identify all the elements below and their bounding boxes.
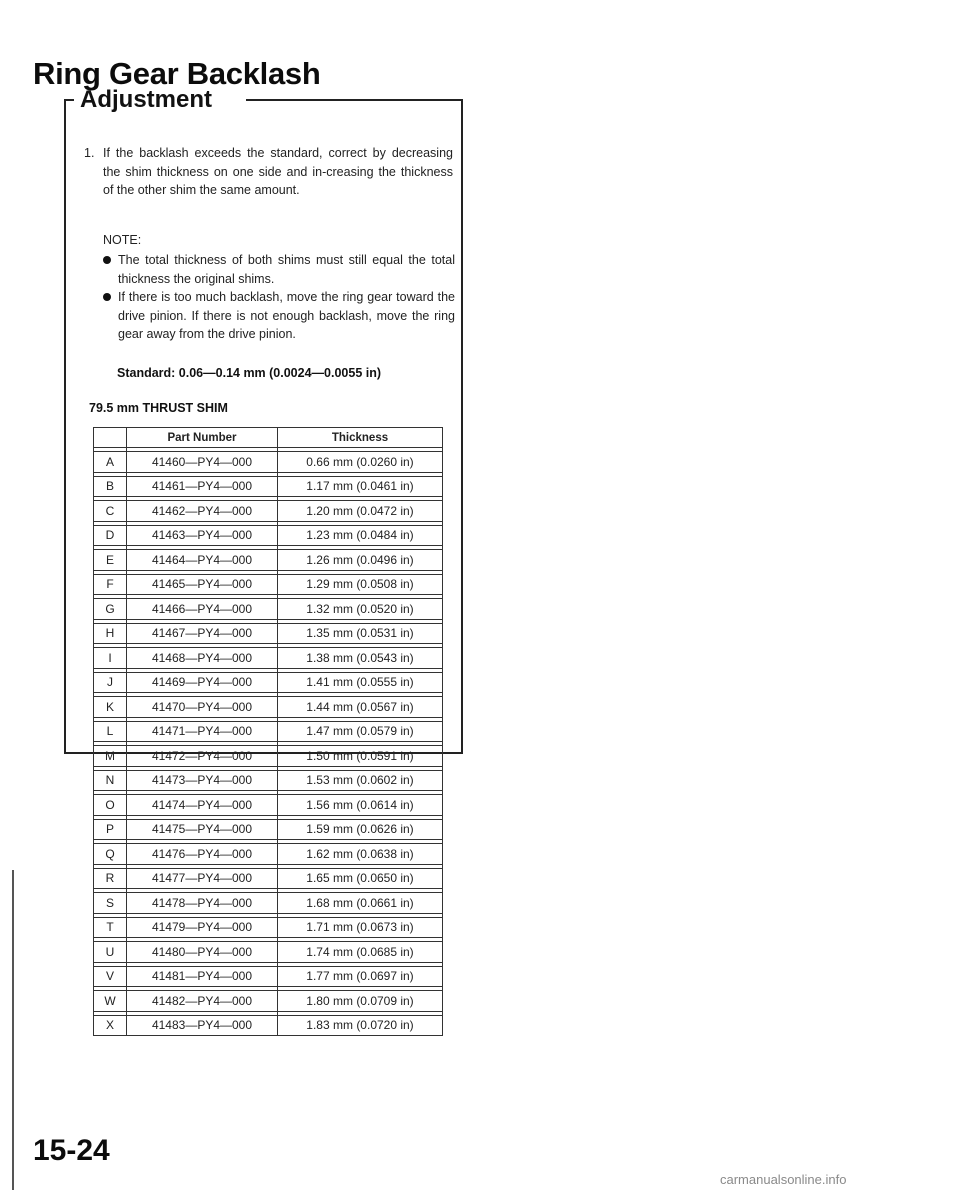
- shim-letter-cell: U: [94, 942, 127, 963]
- shim-table-title: 79.5 mm THRUST SHIM: [89, 401, 228, 415]
- part-number-cell: 41469—PY4—000: [127, 672, 278, 693]
- thickness-cell: 1.38 mm (0.0543 in): [278, 648, 443, 669]
- shim-table-body: [94, 448, 443, 1036]
- part-number-cell: 41481—PY4—000: [127, 966, 278, 987]
- thickness-cell: 1.65 mm (0.0650 in): [278, 868, 443, 889]
- table-row: [94, 501, 443, 522]
- part-number-cell: 41477—PY4—000: [127, 868, 278, 889]
- table-row: [94, 966, 443, 987]
- thickness-cell: 0.66 mm (0.0260 in): [278, 452, 443, 473]
- table-row: [94, 893, 443, 914]
- column-header-thickness: Thickness: [278, 428, 443, 448]
- shim-letter-cell: S: [94, 893, 127, 914]
- thickness-cell: 1.80 mm (0.0709 in): [278, 991, 443, 1012]
- thickness-cell: 1.74 mm (0.0685 in): [278, 942, 443, 963]
- shim-letter-cell: M: [94, 746, 127, 767]
- table-row: [94, 1015, 443, 1036]
- shim-letter-cell: W: [94, 991, 127, 1012]
- table-row: [94, 844, 443, 865]
- margin-rule: [12, 870, 14, 1190]
- table-row: [94, 672, 443, 693]
- part-number-cell: 41462—PY4—000: [127, 501, 278, 522]
- shim-table: [93, 427, 443, 1036]
- standard-spec: Standard: 0.06—0.14 mm (0.0024—0.0055 in): [117, 366, 382, 380]
- note-bullet: [103, 288, 455, 344]
- shim-letter-cell: P: [94, 819, 127, 840]
- part-number-cell: 41471—PY4—000: [127, 721, 278, 742]
- shim-letter-cell: C: [94, 501, 127, 522]
- shim-letter-cell: E: [94, 550, 127, 571]
- box-top-border-left: [64, 99, 74, 101]
- bullet-dot-icon: [103, 293, 111, 301]
- thickness-cell: 1.71 mm (0.0673 in): [278, 917, 443, 938]
- table-row: [94, 599, 443, 620]
- thickness-cell: 1.77 mm (0.0697 in): [278, 966, 443, 987]
- shim-letter-cell: L: [94, 721, 127, 742]
- note-label: NOTE:: [103, 233, 142, 247]
- thickness-cell: 1.83 mm (0.0720 in): [278, 1015, 443, 1036]
- part-number-cell: 41467—PY4—000: [127, 623, 278, 644]
- section-title: Adjustment: [80, 86, 212, 113]
- table-row: [94, 991, 443, 1012]
- bullet-dot-icon: [103, 256, 111, 264]
- part-number-cell: 41482—PY4—000: [127, 991, 278, 1012]
- thickness-cell: 1.32 mm (0.0520 in): [278, 599, 443, 620]
- thickness-cell: 1.35 mm (0.0531 in): [278, 623, 443, 644]
- thickness-cell: 1.41 mm (0.0555 in): [278, 672, 443, 693]
- shim-letter-cell: G: [94, 599, 127, 620]
- table-row: [94, 819, 443, 840]
- box-top-border-right: [246, 99, 462, 101]
- shim-letter-cell: J: [94, 672, 127, 693]
- thickness-cell: 1.68 mm (0.0661 in): [278, 893, 443, 914]
- column-header-letter: [94, 428, 127, 448]
- shim-letter-cell: B: [94, 476, 127, 497]
- step-number: 1.: [84, 146, 95, 160]
- part-number-cell: 41461—PY4—000: [127, 476, 278, 497]
- table-row: [94, 770, 443, 791]
- note-bullet: [103, 251, 455, 288]
- note-bullet-text: If there is too much backlash, move the ring gear toward the drive pinion. If there is not enough backlash, move the ring gear away from the drive pinion.: [118, 290, 455, 341]
- table-row: [94, 942, 443, 963]
- shim-letter-cell: H: [94, 623, 127, 644]
- thickness-cell: 1.47 mm (0.0579 in): [278, 721, 443, 742]
- part-number-cell: 41473—PY4—000: [127, 770, 278, 791]
- part-number-cell: 41466—PY4—000: [127, 599, 278, 620]
- table-row: [94, 525, 443, 546]
- thickness-cell: 1.17 mm (0.0461 in): [278, 476, 443, 497]
- shim-letter-cell: D: [94, 525, 127, 546]
- table-row: [94, 795, 443, 816]
- thickness-cell: 1.59 mm (0.0626 in): [278, 819, 443, 840]
- note-bullet-list: [103, 251, 455, 344]
- thickness-cell: 1.56 mm (0.0614 in): [278, 795, 443, 816]
- part-number-cell: 41468—PY4—000: [127, 648, 278, 669]
- part-number-cell: 41480—PY4—000: [127, 942, 278, 963]
- watermark: carmanualsonline.info: [720, 1172, 847, 1187]
- table-row: [94, 721, 443, 742]
- thickness-cell: 1.29 mm (0.0508 in): [278, 574, 443, 595]
- table-row: [94, 697, 443, 718]
- part-number-cell: 41475—PY4—000: [127, 819, 278, 840]
- note-bullet-text: The total thickness of both shims must still equal the total thickness the original shims.: [118, 253, 455, 286]
- column-header-part-number: Part Number: [127, 428, 278, 448]
- thickness-cell: 1.44 mm (0.0567 in): [278, 697, 443, 718]
- thickness-cell: 1.50 mm (0.0591 in): [278, 746, 443, 767]
- table-row: [94, 452, 443, 473]
- table-row: [94, 476, 443, 497]
- shim-letter-cell: R: [94, 868, 127, 889]
- thickness-cell: 1.26 mm (0.0496 in): [278, 550, 443, 571]
- shim-letter-cell: V: [94, 966, 127, 987]
- part-number-cell: 41483—PY4—000: [127, 1015, 278, 1036]
- part-number-cell: 41470—PY4—000: [127, 697, 278, 718]
- part-number-cell: 41474—PY4—000: [127, 795, 278, 816]
- shim-letter-cell: K: [94, 697, 127, 718]
- table-row: [94, 868, 443, 889]
- part-number-cell: 41460—PY4—000: [127, 452, 278, 473]
- table-row: [94, 574, 443, 595]
- part-number-cell: 41478—PY4—000: [127, 893, 278, 914]
- page-title: Ring Gear Backlash: [33, 56, 321, 91]
- thickness-cell: 1.20 mm (0.0472 in): [278, 501, 443, 522]
- shim-letter-cell: T: [94, 917, 127, 938]
- shim-letter-cell: F: [94, 574, 127, 595]
- table-row: [94, 746, 443, 767]
- part-number-cell: 41476—PY4—000: [127, 844, 278, 865]
- step-text: If the backlash exceeds the standard, correct by decreasing the shim thickness on one side and in-creasing the thickness of the other shim the same amount.: [103, 146, 453, 197]
- table-row: [94, 550, 443, 571]
- table-row: [94, 623, 443, 644]
- table-header-row: [94, 428, 443, 448]
- part-number-cell: 41463—PY4—000: [127, 525, 278, 546]
- shim-letter-cell: I: [94, 648, 127, 669]
- shim-letter-cell: Q: [94, 844, 127, 865]
- part-number-cell: 41464—PY4—000: [127, 550, 278, 571]
- thickness-cell: 1.53 mm (0.0602 in): [278, 770, 443, 791]
- thickness-cell: 1.23 mm (0.0484 in): [278, 525, 443, 546]
- part-number-cell: 41465—PY4—000: [127, 574, 278, 595]
- shim-letter-cell: O: [94, 795, 127, 816]
- thickness-cell: 1.62 mm (0.0638 in): [278, 844, 443, 865]
- shim-letter-cell: A: [94, 452, 127, 473]
- part-number-cell: 41479—PY4—000: [127, 917, 278, 938]
- shim-letter-cell: X: [94, 1015, 127, 1036]
- table-row: [94, 917, 443, 938]
- page-number: 15-24: [33, 1134, 110, 1167]
- shim-letter-cell: N: [94, 770, 127, 791]
- table-row: [94, 648, 443, 669]
- part-number-cell: 41472—PY4—000: [127, 746, 278, 767]
